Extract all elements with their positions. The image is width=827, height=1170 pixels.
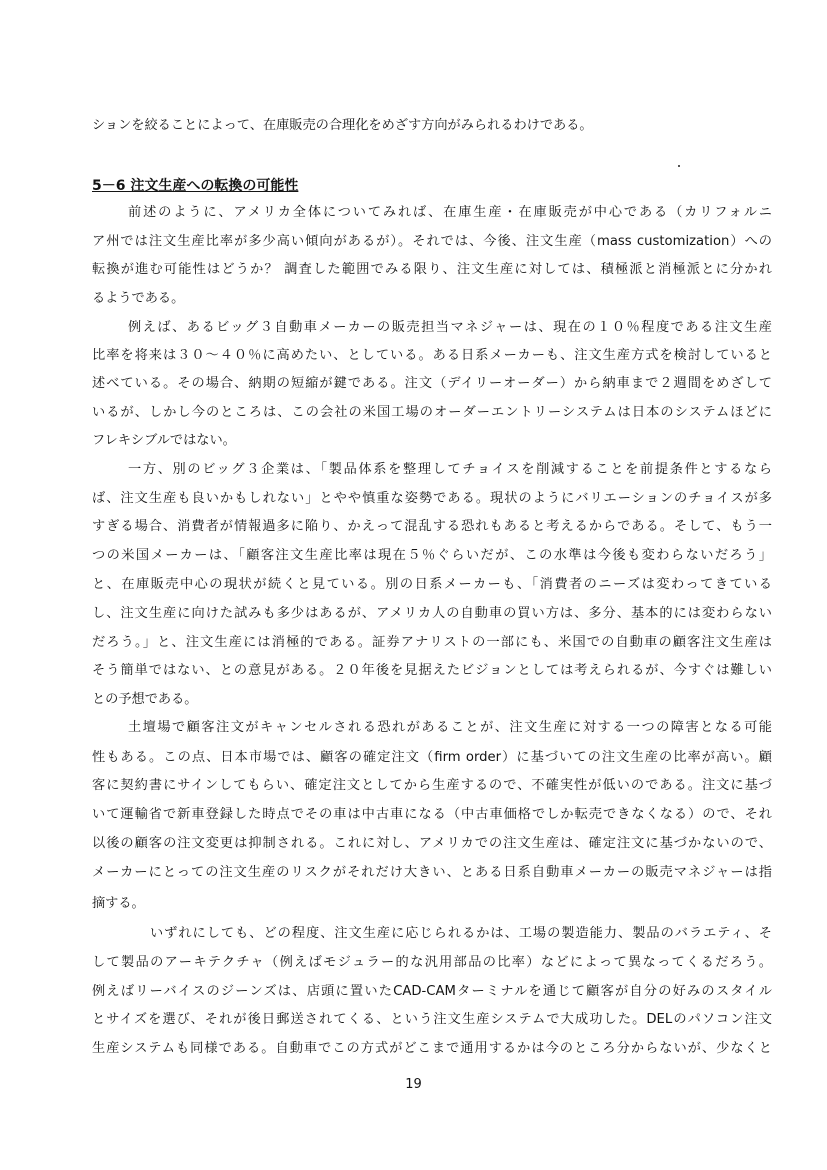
paragraph-4-line-6: メーカーにとっての注文生産のリスクがそれだけ大きい、とある日系自動車メーカーの販売マネジャーは指 — [92, 865, 772, 880]
paragraph-3-line-3: すぎる場合、消費者が情報過多に陥り、かえって混乱する恐れもあると考えるからである。そして、もう一 — [92, 519, 772, 534]
paragraph-5-line-1: いずれにしても、どの程度、注文生産に応じられるかは、工場の製造能力、製品のバラエティ、そ — [150, 926, 772, 941]
paragraph-4-line-7: 摘する。 — [92, 896, 145, 911]
paragraph-1-line-1: 前述のように、アメリカ全体についてみれば、在庫生産・在庫販売が中心である（カリフォルニ — [128, 205, 772, 220]
paragraph-4-line-2: 性もある。この点、日本市場では、顧客の確定注文（firm order）に基づいての注文生産の比率が高い。顧 — [92, 750, 772, 765]
lead-line: ションを絞ることによって、在庫販売の合理化をめざす方向がみられるわけである。 — [92, 118, 593, 133]
paragraph-5-line-4: とサイズを選び、それが後日郵送されてくる、という注文生産システムで大成功した。DELのパソコン注文 — [92, 1012, 772, 1027]
paragraph-3-line-4: つの米国メーカーは、「顧客注文生産比率は現在５％ぐらいだが、この水準は今後も変わらないだろう」 — [92, 548, 772, 563]
paragraph-2-line-5: フレキシブルではない。 — [92, 433, 236, 448]
paragraph-4-line-1: 土壇場で顧客注文がキャンセルされる恐れがあることが、注文生産に対する一つの障害となる可能 — [128, 720, 772, 735]
paragraph-2-line-3: 述べている。その場合、納期の短縮が鍵である。注文（デイリーオーダー）から納車まで２週間をめざして — [92, 376, 772, 391]
paragraph-3-line-5: と、在庫販売中心の現状が続くと見ている。別の日系メーカーも、「消費者のニーズは変わってきている — [92, 577, 772, 592]
paragraph-1-line-3: 転換が進む可能性はどうか？ 調査した範囲でみる限り、注文生産に対しては、積極派と消極派とに分かれ — [92, 262, 772, 277]
paragraph-3-line-6: し、注文生産に向けた試みも多少はあるが、アメリカ人の自動車の買い方は、多分、基本的には変わらない — [92, 606, 772, 621]
section-heading: 5－6 注文生産への転換の可能性 — [92, 178, 299, 194]
paragraph-3-line-8: そう簡単ではない、との意見がある。２０年後を見据えたビジョンとしては考えられるが、今すぐは難しい — [92, 663, 772, 678]
paragraph-5-line-2: して製品のアーキテクチャ（例えばモジュラー的な汎用部品の比率）などによって異なってくるだろう。 — [92, 955, 772, 970]
page-number: 19 — [405, 1077, 422, 1092]
paragraph-2-line-1: 例えば、あるビッグ３自動車メーカーの販売担当マネジャーは、現在の１０％程度である注文生産 — [128, 320, 772, 335]
scan-speck — [678, 165, 680, 167]
paragraph-4-line-5: 以後の顧客の注文変更は抑制される。これに対し、アメリカでの注文生産は、確定注文に基づかないので、 — [92, 836, 772, 851]
paragraph-3-line-2: ば、注文生産も良いかもしれない」とやや慎重な姿勢である。現状のようにバリエーションのチョイスが多 — [92, 491, 772, 506]
paragraph-3-line-9: との予想である。 — [92, 692, 198, 707]
paragraph-2-line-4: いるが、しかし今のところは、この会社の米国工場のオーダーエントリーシステムは日本のシステムほどに — [92, 405, 772, 420]
paragraph-4-line-3: 客に契約書にサインしてもらい、確定注文としてから生産するので、不確実性が低いのである。注文に基づ — [92, 778, 772, 793]
paragraph-5-line-3: 例えばリーバイスのジーンズは、店頭に置いたCAD-CAMターミナルを通じて顧客が自分の好みのスタイル — [92, 984, 772, 999]
paragraph-3-line-1: 一方、別のビッグ３企業は、「製品体系を整理してチョイスを削減することを前提条件とするなら — [128, 462, 772, 477]
paragraph-1-line-2: ア州では注文生産比率が多少高い傾向があるが）。それでは、今後、注文生産（mass customization）への — [92, 234, 772, 249]
paragraph-2-line-2: 比率を将来は３０～４０％に高めたい、としている。ある日系メーカーも、注文生産方式を検討していると — [92, 348, 772, 363]
paragraph-1-line-4: るようである。 — [92, 291, 185, 306]
paragraph-5-line-5: 生産システムも同様である。自動車でこの方式がどこまで通用するかは今のところ分からないが、少なくと — [92, 1041, 772, 1056]
paragraph-3-line-7: だろう。」と、注文生産には消極的である。証券アナリストの一部にも、米国での自動車の顧客注文生産は — [92, 635, 772, 650]
paragraph-4-line-4: いて運輸省で新車登録した時点でその車は中古車になる（中古車価格でしか転売できなくなる）ので、それ — [92, 807, 772, 822]
